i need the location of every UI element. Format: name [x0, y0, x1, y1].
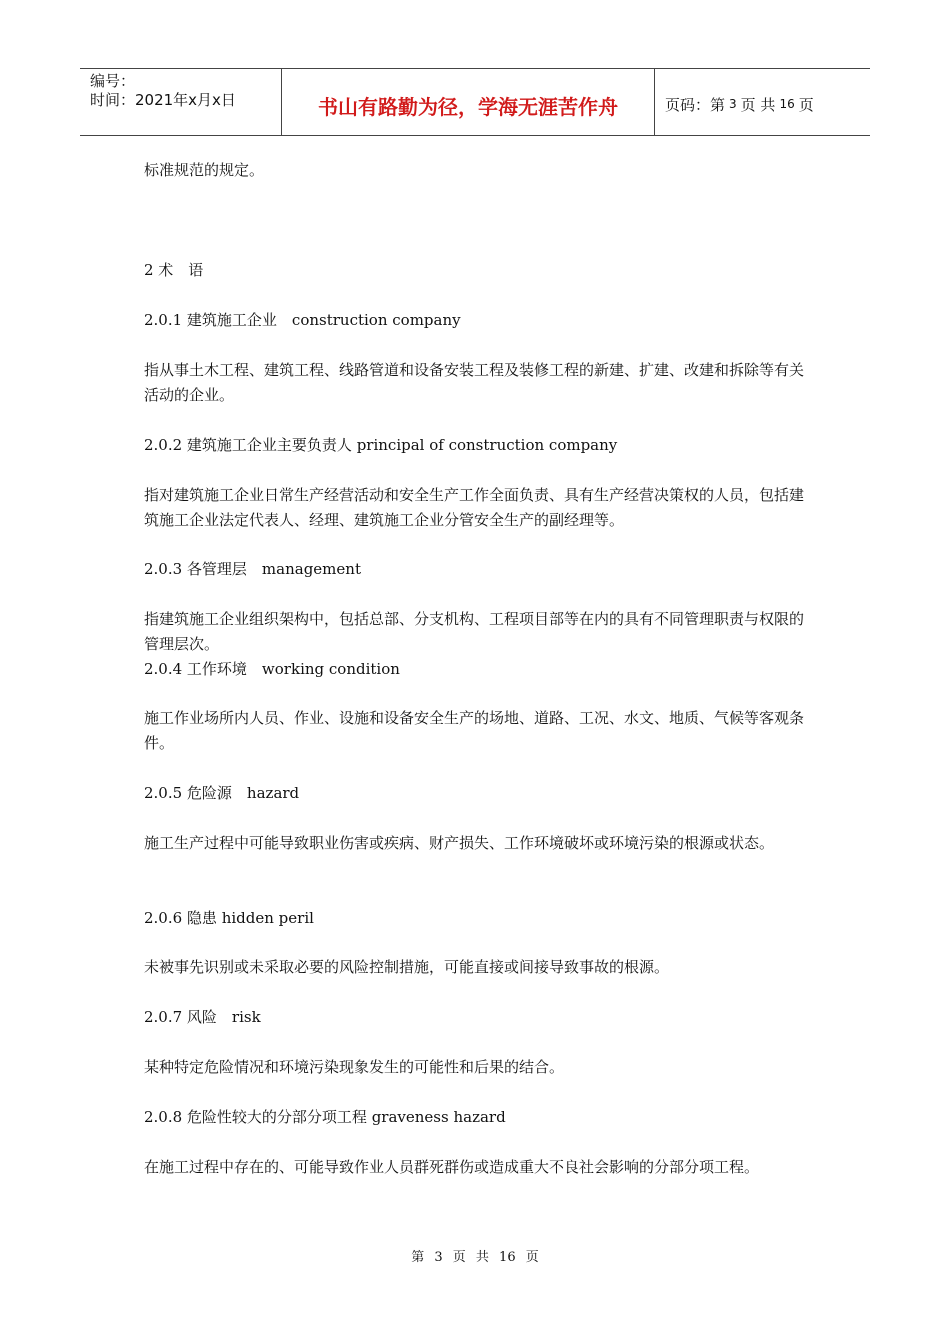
term-heading: 2.0.7 风险 risk — [144, 1008, 261, 1026]
term-definition: 指从事土木工程、建筑工程、线路管道和设备安装工程及装修工程的新建、扩建、改建和拆除等有关活动的企业。 — [144, 361, 805, 404]
header-meta — [80, 69, 282, 135]
document-time-label: 时间：2021年x月x日 — [90, 91, 236, 109]
page-suffix: 页 — [798, 95, 814, 114]
term-definition: 某种特定危险情况和环境污染现象发生的可能性和后果的结合。 — [144, 1058, 565, 1076]
header-motto: 书山有路勤为径，学海无涯苦作舟 — [282, 69, 655, 135]
document-number-label: 编号： — [90, 72, 136, 90]
page-mid: 页 共 — [740, 95, 776, 114]
term-definition: 指建筑施工企业组织架构中，包括总部、分支机构、工程项目部等在内的具有不同管理职责与权限的管理层次。 — [144, 610, 805, 653]
header-page-indicator — [655, 69, 870, 135]
paragraph: 标准规范的规定。 — [144, 161, 265, 179]
page-total: 16 — [779, 97, 795, 111]
term-heading: 2.0.2 建筑施工企业主要负责人 principal of construction company — [144, 436, 618, 454]
term-definition: 施工生产过程中可能导致职业伤害或疾病、财产损失、工作环境破坏或环境污染的根源或状态。 — [144, 834, 775, 852]
term-definition: 未被事先识别或未采取必要的风险控制措施，可能直接或间接导致事故的根源。 — [144, 958, 670, 976]
page-header — [80, 68, 870, 136]
term-heading: 2.0.1 建筑施工企业 construction company — [144, 311, 461, 329]
term-heading: 2.0.6 隐患 hidden peril — [144, 909, 314, 927]
section-title: 2 术 语 — [144, 261, 204, 279]
term-definition: 指对建筑施工企业日常生产经营活动和安全生产工作全面负责、具有生产经营决策权的人员，包括建筑施工企业法定代表人、经理、建筑施工企业分管安全生产的副经理等。 — [144, 486, 805, 529]
term-heading: 2.0.5 危险源 hazard — [144, 784, 300, 802]
term-definition: 施工作业场所内人员、作业、设施和设备安全生产的场地、道路、工况、水文、地质、气候等客观条件。 — [144, 709, 805, 752]
page-footer: 第 3 页 共 16 页 — [411, 1250, 539, 1265]
term-definition: 在施工过程中存在的、可能导致作业人员群死群伤或造成重大不良社会影响的分部分项工程。 — [144, 1158, 760, 1176]
page-current: 3 — [729, 97, 737, 111]
term-heading: 2.0.4 工作环境 working condition — [144, 660, 400, 678]
term-heading: 2.0.3 各管理层 management — [144, 560, 361, 578]
term-heading: 2.0.8 危险性较大的分部分项工程 graveness hazard — [144, 1108, 506, 1126]
page-prefix: 页码：第 — [665, 95, 726, 114]
